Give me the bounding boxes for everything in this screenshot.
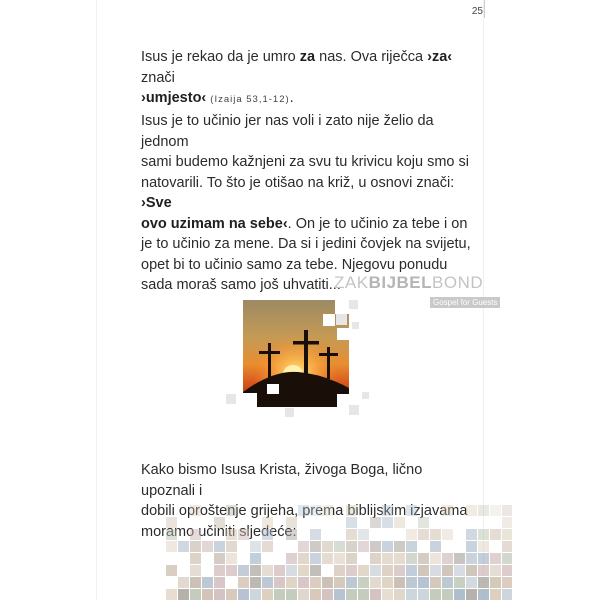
collage-tile xyxy=(202,589,213,600)
decor-square xyxy=(362,392,369,399)
collage-tile xyxy=(442,505,453,516)
decor-square xyxy=(349,300,358,309)
paragraph-2-line: Isus je to učinio jer nas voli i zato nije želio da jednom xyxy=(141,113,434,150)
collage-tile xyxy=(382,565,393,576)
collage-tile xyxy=(310,565,321,576)
collage-tile xyxy=(490,565,501,576)
collage-tile xyxy=(406,577,417,588)
collage-tile xyxy=(214,517,225,528)
collage-tile xyxy=(214,577,225,588)
collage-tile xyxy=(250,589,261,600)
collage-tile xyxy=(490,589,501,600)
collage-tile xyxy=(394,541,405,552)
text-span: natovarili. To što je otišao na križ, u osnovi znači: xyxy=(141,174,455,191)
collage-tile xyxy=(346,589,357,600)
collage-tile xyxy=(502,517,512,528)
collage-tile xyxy=(466,589,477,600)
collage-tile xyxy=(418,577,429,588)
collage-tile xyxy=(346,517,357,528)
page-rule xyxy=(484,0,485,18)
collage-tile xyxy=(346,553,357,564)
collage-tile xyxy=(406,541,417,552)
collage-tile xyxy=(262,541,273,552)
collage-tile xyxy=(466,541,477,552)
collage-tile xyxy=(406,589,417,600)
collage-tile xyxy=(322,505,333,516)
collage-tile xyxy=(490,577,501,588)
paragraph-3-line: Kako bismo Isusa Krista, živoga Boga, lično upoznali i xyxy=(141,462,423,499)
collage-tile xyxy=(442,577,453,588)
collage-tile xyxy=(394,589,405,600)
collage-tile xyxy=(190,541,201,552)
collage-tile xyxy=(502,553,512,564)
photo-collage xyxy=(166,505,512,600)
bold-quote: ovo uzimam na sebe‹ xyxy=(141,215,288,232)
collage-tile xyxy=(346,565,357,576)
collage-tile xyxy=(238,565,249,576)
paragraph-2-line xyxy=(141,214,471,235)
decor-square xyxy=(336,314,347,325)
collage-tile xyxy=(430,589,441,600)
collage-tile xyxy=(262,517,273,528)
collage-tile xyxy=(382,517,393,528)
collage-tile xyxy=(310,541,321,552)
collage-tile xyxy=(430,541,441,552)
collage-tile xyxy=(502,505,512,516)
collage-tile xyxy=(346,529,357,540)
collage-tile xyxy=(430,577,441,588)
collage-tile xyxy=(190,577,201,588)
decor-square xyxy=(349,405,359,415)
collage-tile xyxy=(286,589,297,600)
scripture-reference: (Izaija 53,1-12) xyxy=(210,94,290,105)
collage-tile xyxy=(322,541,333,552)
collage-tile xyxy=(214,541,225,552)
decor-square xyxy=(285,408,294,417)
collage-tile xyxy=(490,553,501,564)
publisher-watermark xyxy=(334,274,514,310)
collage-tile xyxy=(334,577,345,588)
collage-tile xyxy=(190,565,201,576)
collage-tile xyxy=(370,577,381,588)
collage-tile xyxy=(166,565,177,576)
paragraph-1 xyxy=(141,47,471,111)
collage-tile xyxy=(370,589,381,600)
collage-tile xyxy=(406,505,417,516)
collage-tile xyxy=(274,565,285,576)
collage-tile xyxy=(334,553,345,564)
collage-tile xyxy=(250,541,261,552)
collage-tile xyxy=(286,529,297,540)
collage-tile xyxy=(166,517,177,528)
collage-tile xyxy=(262,529,273,540)
collage-tile xyxy=(370,553,381,564)
collage-tile xyxy=(346,505,357,516)
collage-tile xyxy=(430,553,441,564)
paragraph-2-line xyxy=(141,173,471,214)
collage-tile xyxy=(430,565,441,576)
collage-tile xyxy=(358,529,369,540)
collage-tile xyxy=(478,553,489,564)
collage-tile xyxy=(430,529,441,540)
collage-tile xyxy=(226,541,237,552)
collage-tile xyxy=(502,541,512,552)
collage-tile xyxy=(226,553,237,564)
watermark-logo xyxy=(334,274,514,292)
collage-tile xyxy=(406,565,417,576)
paragraph-3-line: moramo učiniti sljedeće: xyxy=(141,523,297,540)
text-span: nas. Ova riječca xyxy=(315,49,428,65)
collage-tile xyxy=(418,565,429,576)
collage-tile xyxy=(286,553,297,564)
collage-tile xyxy=(442,529,453,540)
collage-tile xyxy=(358,577,369,588)
collage-tile xyxy=(370,541,381,552)
bold-za: za xyxy=(299,49,316,65)
collage-tile xyxy=(226,589,237,600)
collage-tile xyxy=(214,565,225,576)
collage-tile xyxy=(442,553,453,564)
collage-tile xyxy=(382,589,393,600)
collage-tile xyxy=(394,517,405,528)
collage-tile xyxy=(238,577,249,588)
collage-tile xyxy=(478,529,489,540)
collage-tile xyxy=(502,577,512,588)
collage-tile xyxy=(226,529,237,540)
collage-tile xyxy=(214,553,225,564)
collage-tile xyxy=(286,565,297,576)
collage-tile xyxy=(382,577,393,588)
collage-tile xyxy=(346,541,357,552)
collage-tile xyxy=(442,565,453,576)
collage-tile xyxy=(478,505,489,516)
collage-tile xyxy=(358,589,369,600)
collage-tile xyxy=(310,577,321,588)
collage-tile xyxy=(466,505,477,516)
collage-tile xyxy=(322,553,333,564)
paragraph-2-line: sami budemo kažnjeni za svu tu krivicu koju smo si xyxy=(141,154,469,170)
watermark-text: BIJBEL xyxy=(368,273,433,292)
collage-tile xyxy=(298,589,309,600)
collage-tile xyxy=(262,589,273,600)
collage-tile xyxy=(250,577,261,588)
collage-tile xyxy=(418,529,429,540)
collage-tile xyxy=(274,589,285,600)
collage-tile xyxy=(298,577,309,588)
collage-tile xyxy=(406,529,417,540)
collage-tile xyxy=(178,541,189,552)
collage-tile xyxy=(178,589,189,600)
collage-tile xyxy=(382,541,393,552)
collage-tile xyxy=(394,565,405,576)
collage-tile xyxy=(190,529,201,540)
collage-tile xyxy=(166,541,177,552)
collage-tile xyxy=(190,553,201,564)
collage-tile xyxy=(490,505,501,516)
collage-tile xyxy=(346,577,357,588)
collage-tile xyxy=(502,589,512,600)
collage-tile xyxy=(298,565,309,576)
collage-tile xyxy=(214,589,225,600)
collage-tile xyxy=(238,529,249,540)
collage-tile xyxy=(406,553,417,564)
collage-tile xyxy=(382,505,393,516)
collage-tile xyxy=(166,589,177,600)
collage-tile xyxy=(178,577,189,588)
collage-tile xyxy=(322,577,333,588)
collage-tile xyxy=(298,553,309,564)
collage-tile xyxy=(454,553,465,564)
collage-tile xyxy=(466,529,477,540)
collage-tile xyxy=(190,589,201,600)
collage-tile xyxy=(322,589,333,600)
collage-tile xyxy=(238,589,249,600)
collage-tile xyxy=(202,541,213,552)
collage-tile xyxy=(454,577,465,588)
bold-quote-za: ›za‹ xyxy=(427,49,453,65)
collage-tile xyxy=(490,529,501,540)
collage-tile xyxy=(466,565,477,576)
text-span: . On je to učinio za tebe i on xyxy=(287,215,468,232)
collage-tile xyxy=(310,529,321,540)
collage-tile xyxy=(334,565,345,576)
collage-tile xyxy=(286,517,297,528)
collage-tile xyxy=(286,577,297,588)
collage-tile xyxy=(358,565,369,576)
collage-tile xyxy=(298,541,309,552)
collage-tile xyxy=(454,589,465,600)
collage-tile xyxy=(334,541,345,552)
collage-tile xyxy=(202,577,213,588)
collage-tile xyxy=(310,553,321,564)
collage-tile xyxy=(502,529,512,540)
collage-tile xyxy=(382,553,393,564)
collage-tile xyxy=(298,505,309,516)
collage-tile xyxy=(502,565,512,576)
collage-tile xyxy=(478,541,489,552)
collage-tile xyxy=(454,565,465,576)
paragraph-1-line-1 xyxy=(141,47,471,88)
collage-tile xyxy=(418,517,429,528)
collage-tile xyxy=(262,577,273,588)
collage-tile xyxy=(370,565,381,576)
collage-tile xyxy=(334,589,345,600)
collage-tile xyxy=(370,517,381,528)
paragraph-1-line-2 xyxy=(141,88,471,111)
collage-tile xyxy=(310,589,321,600)
decor-square xyxy=(352,322,359,329)
watermark-text: ZAK xyxy=(334,273,369,292)
collage-tile xyxy=(226,505,237,516)
collage-tile xyxy=(250,553,261,564)
paragraph-2-line: je to učinio za mene. Da si i jedini čovjek na svijetu, xyxy=(141,236,471,252)
collage-tile xyxy=(394,553,405,564)
page-number: 25 xyxy=(471,6,483,17)
paragraph-2 xyxy=(141,111,471,296)
collage-tile xyxy=(250,565,261,576)
collage-tile xyxy=(262,565,273,576)
collage-tile xyxy=(466,553,477,564)
paragraph-2-line: opet bi to učinio samo za tebe. Njegovu ponudu xyxy=(141,256,448,273)
collage-tile xyxy=(166,529,177,540)
collage-tile xyxy=(190,505,201,516)
watermark-text: BOND xyxy=(432,273,484,292)
collage-tile xyxy=(478,565,489,576)
paragraph-2-line: sada moraš samo još uhvatiti... xyxy=(141,277,341,293)
text-span: . xyxy=(289,90,294,106)
bold-umjesto: ›umjesto‹ xyxy=(141,90,207,106)
collage-tile xyxy=(274,577,285,588)
watermark-tagline: Gospel for Guests xyxy=(430,297,500,308)
collage-tile xyxy=(226,565,237,576)
collage-tile xyxy=(310,505,321,516)
collage-tile xyxy=(358,541,369,552)
collage-tile xyxy=(478,577,489,588)
bold-sve: ›Sve xyxy=(141,195,172,211)
collage-tile xyxy=(466,577,477,588)
collage-tile xyxy=(394,577,405,588)
paragraph-3-line: dobili oproštenje grijeha, prema biblijskim izjavama xyxy=(141,503,468,519)
collage-tile xyxy=(418,553,429,564)
collage-tile xyxy=(478,589,489,600)
crosses-sunset-photo xyxy=(243,300,349,407)
collage-tile xyxy=(442,589,453,600)
text-span: Isus je rekao da je umro xyxy=(141,49,300,65)
text-span: znači xyxy=(141,69,175,86)
decor-square xyxy=(226,394,236,404)
collage-tile xyxy=(418,589,429,600)
